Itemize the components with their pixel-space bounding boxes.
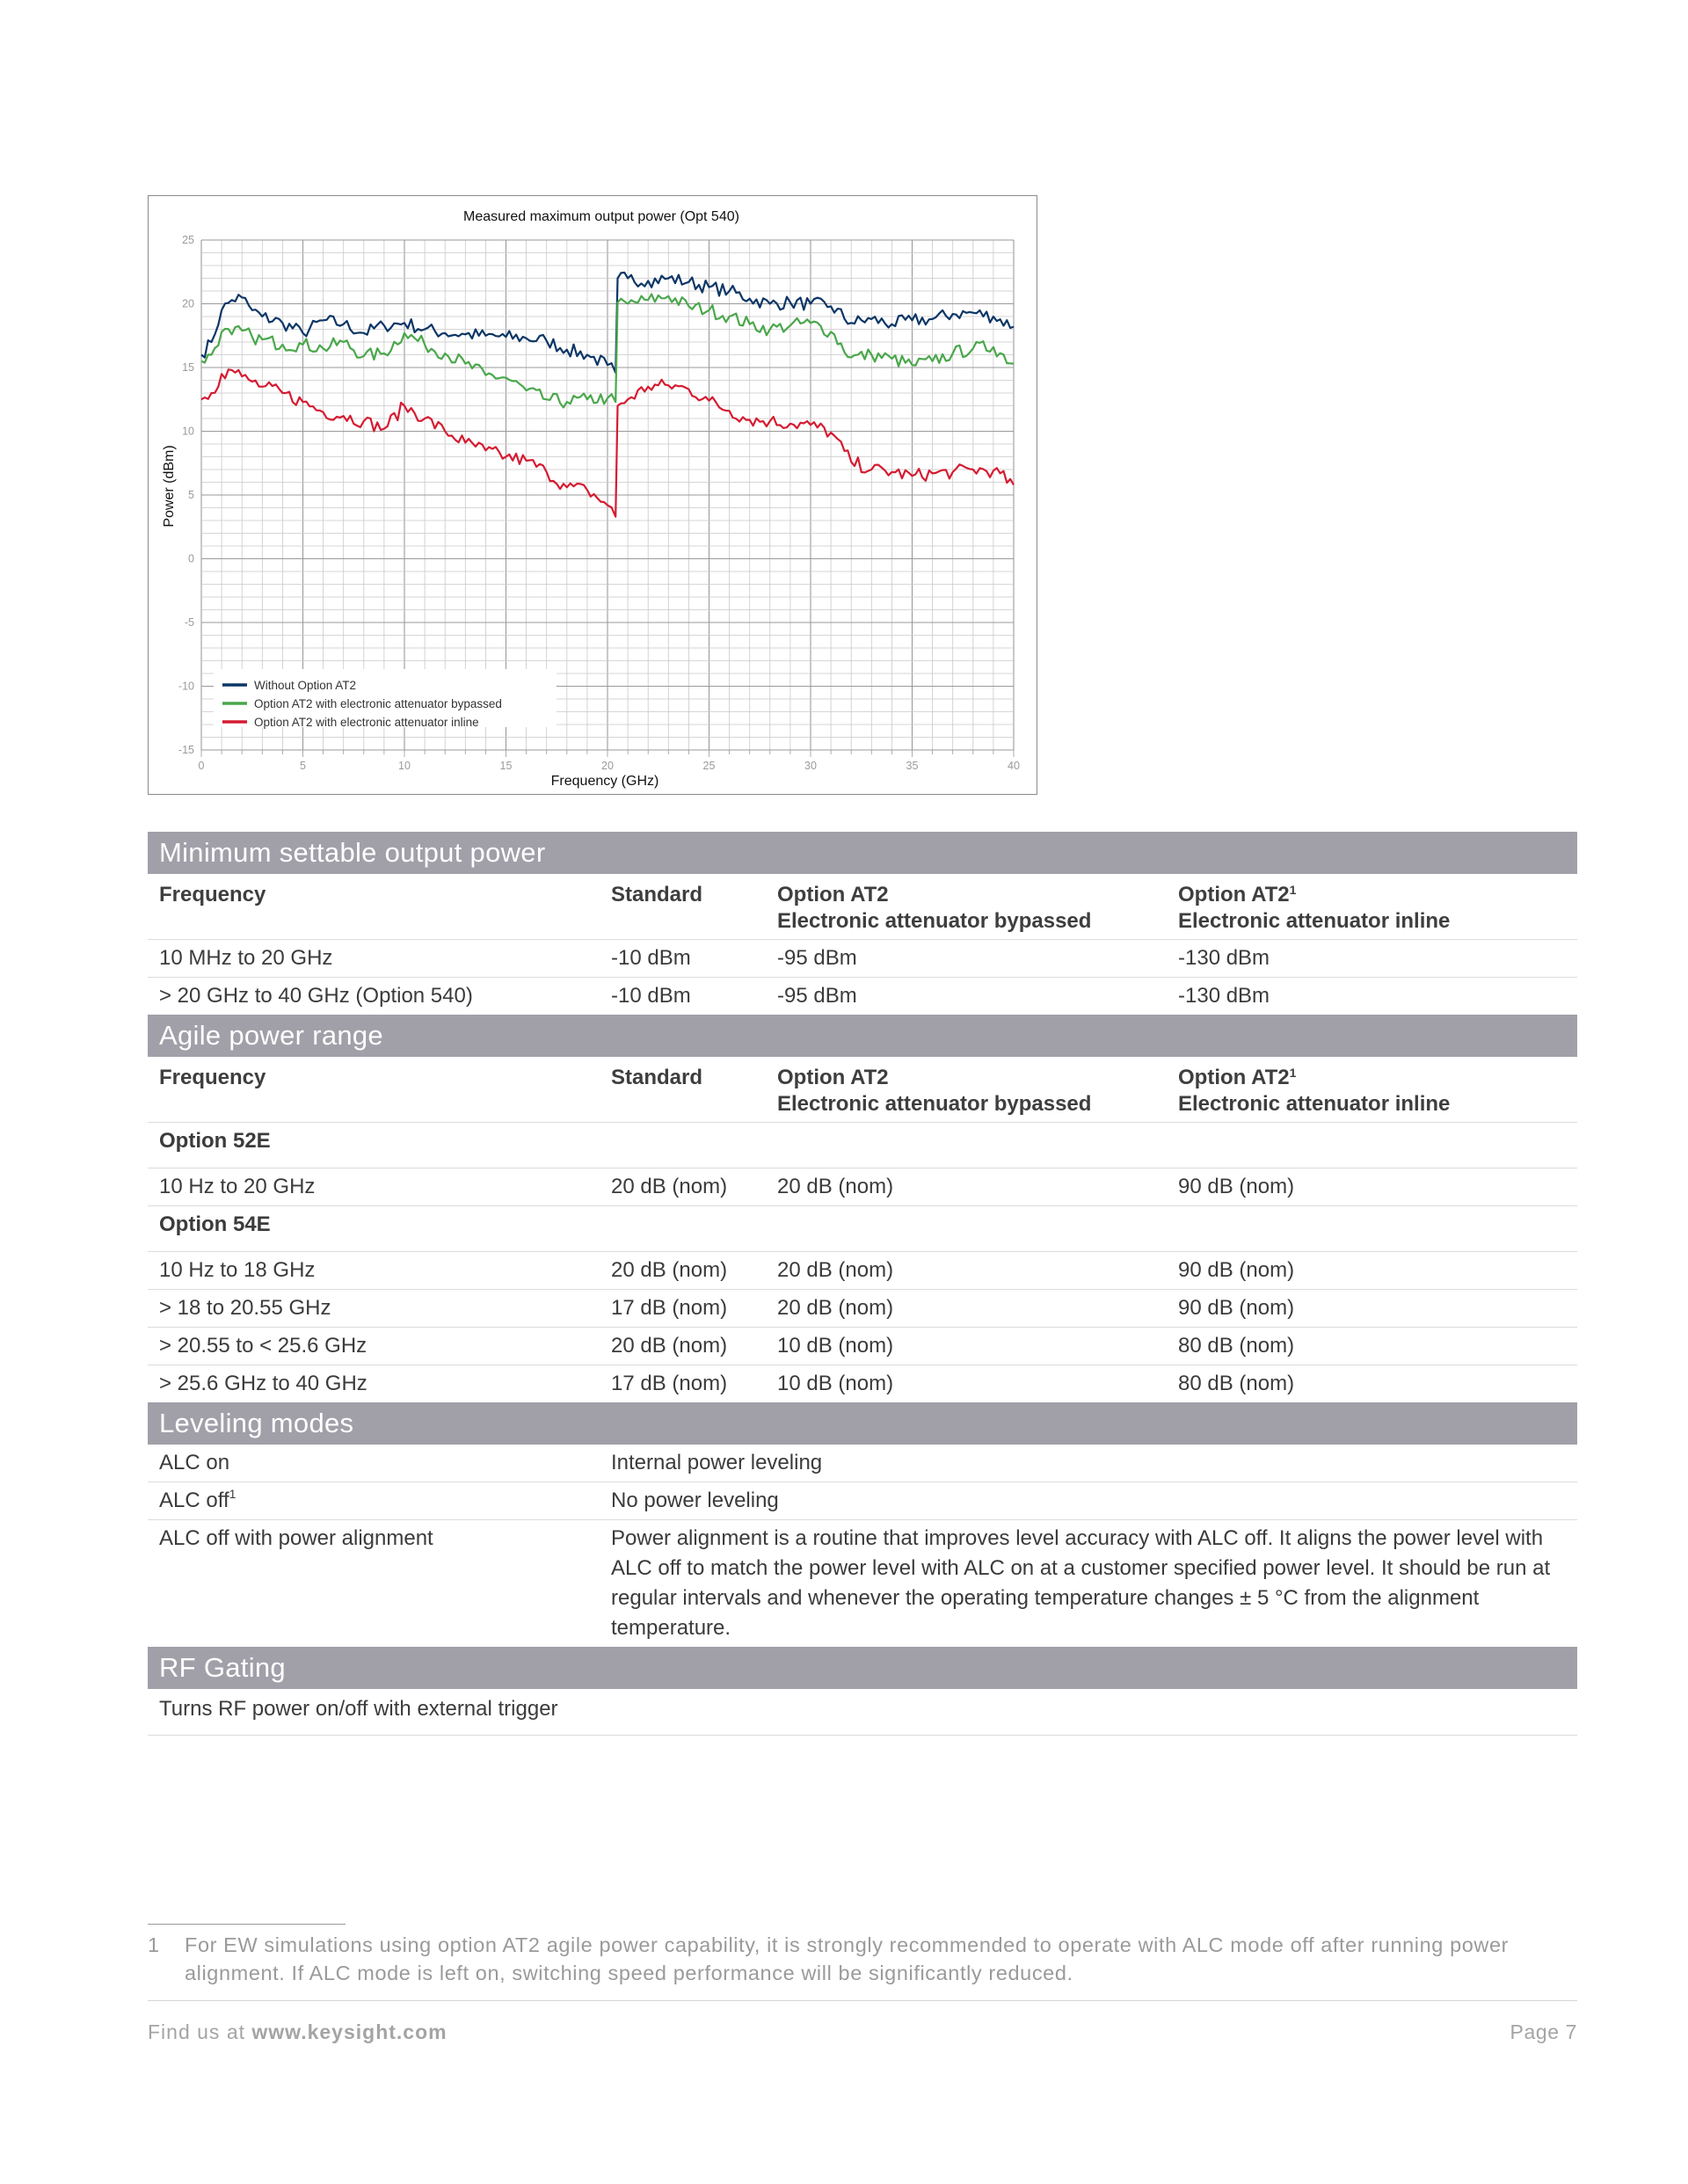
y-tick-label: 25 bbox=[182, 234, 194, 246]
x-tick-label: 15 bbox=[499, 760, 513, 772]
cell-standard: 20 dB (nom) bbox=[611, 1175, 728, 1198]
chart-ylabel: Power (dBm) bbox=[162, 445, 177, 528]
cell-standard: 20 dB (nom) bbox=[611, 1258, 728, 1282]
y-tick-label: -10 bbox=[178, 680, 194, 693]
col-bypassed-line2: Electronic attenuator bypassed bbox=[777, 1092, 1092, 1116]
cell-standard: 17 dB (nom) bbox=[611, 1296, 728, 1320]
cell-description: Turns RF power on/off with external trigger bbox=[159, 1697, 558, 1721]
table-row bbox=[148, 1520, 1577, 1647]
cell-bypassed: 20 dB (nom) bbox=[777, 1175, 894, 1198]
section-leveling-header: Leveling modes bbox=[148, 1402, 1577, 1445]
section-agile-header: Agile power range bbox=[148, 1015, 1577, 1057]
cell-mode: ALC off$^1$ bbox=[159, 1487, 236, 1512]
footnote-ref: 1 bbox=[229, 1487, 236, 1501]
footnote bbox=[148, 1931, 1577, 1987]
cell-standard: 20 dB (nom) bbox=[611, 1334, 728, 1358]
y-tick-label: 0 bbox=[188, 552, 194, 565]
table-row bbox=[148, 1689, 1577, 1736]
x-tick-label: 5 bbox=[300, 760, 306, 772]
x-tick-label: 25 bbox=[702, 760, 716, 772]
y-tick-label: 20 bbox=[182, 297, 194, 310]
cell-mode: ALC on bbox=[159, 1451, 230, 1474]
cell-inline: 80 dB (nom) bbox=[1178, 1334, 1295, 1358]
cell-bypassed: -95 dBm bbox=[777, 984, 857, 1008]
page-number: Page 7 bbox=[1510, 2020, 1577, 2043]
col-inline-line2: Electronic attenuator inline bbox=[1178, 1092, 1451, 1116]
cell-frequency: > 18 to 20.55 GHz bbox=[159, 1296, 331, 1320]
col-bypassed-line1: Option AT2 bbox=[777, 1066, 889, 1089]
section-rf-gating-header: RF Gating bbox=[148, 1647, 1577, 1689]
col-inline bbox=[1178, 882, 1577, 935]
cell-bypassed: 10 dB (nom) bbox=[777, 1334, 894, 1358]
subheader-option-52e bbox=[148, 1123, 1577, 1168]
footnote-ref: 1 bbox=[1289, 883, 1297, 897]
output-power-chart bbox=[148, 195, 1037, 795]
table-row bbox=[148, 940, 1577, 978]
agile-column-headers bbox=[148, 1057, 1577, 1123]
cell-bypassed: 20 dB (nom) bbox=[777, 1296, 894, 1320]
legend-label: Option AT2 with electronic attenuator bypassed bbox=[254, 697, 502, 710]
footer-find-us-label: Find us at bbox=[148, 2020, 245, 2043]
cell-inline: -130 dBm bbox=[1178, 946, 1270, 970]
col-standard: Standard bbox=[611, 1066, 703, 1089]
footer-url-link[interactable]: www.keysight.com bbox=[251, 2020, 447, 2043]
col-inline-line1: Option $AT2^1$ bbox=[1178, 883, 1297, 906]
x-tick-label: 40 bbox=[1008, 760, 1020, 772]
subheader-option-54e bbox=[148, 1206, 1577, 1252]
col-frequency: Frequency bbox=[159, 883, 266, 906]
cell-description: Power alignment is a routine that improves level accuracy with ALC off. It aligns the power level with ALC off to match the power level with ALC on at a customer specified power level. It should be run at regular intervals and whenever the operating temperature changes ± 5 °C from the alignment temperature. bbox=[611, 1526, 1551, 1640]
cell-frequency: > 20.55 to < 25.6 GHz bbox=[159, 1334, 367, 1358]
col-standard: Standard bbox=[611, 883, 703, 906]
cell-bypassed: -95 dBm bbox=[777, 946, 857, 970]
cell-bypassed: 20 dB (nom) bbox=[777, 1258, 894, 1282]
y-tick-label: -5 bbox=[184, 616, 194, 629]
table-row bbox=[148, 1445, 1577, 1482]
cell-inline: 90 dB (nom) bbox=[1178, 1296, 1295, 1320]
cell-inline: -130 dBm bbox=[1178, 984, 1270, 1008]
x-tick-label: 30 bbox=[804, 760, 817, 772]
cell-frequency: 10 Hz to 18 GHz bbox=[159, 1258, 316, 1282]
chart-xlabel: Frequency (GHz) bbox=[550, 774, 659, 789]
x-tick-label: 0 bbox=[198, 760, 205, 772]
y-tick-label: -15 bbox=[178, 744, 194, 756]
subheader-label: Option 52E bbox=[159, 1129, 271, 1153]
cell-frequency: > 20 GHz to 40 GHz (Option 540) bbox=[159, 984, 473, 1008]
footnote-ref: 1 bbox=[1289, 1066, 1297, 1080]
section-min-power-header: Minimum settable output power bbox=[148, 832, 1577, 874]
col-bypassed-line1: Option AT2 bbox=[777, 883, 889, 906]
col-inline-line2: Electronic attenuator inline bbox=[1178, 909, 1451, 933]
legend-label: Option AT2 with electronic attenuator inline bbox=[254, 716, 479, 729]
subheader-label: Option 54E bbox=[159, 1212, 271, 1236]
min-power-column-headers bbox=[148, 874, 1577, 940]
table-row bbox=[148, 1168, 1577, 1206]
y-tick-label: 5 bbox=[188, 489, 194, 501]
table-row bbox=[148, 1252, 1577, 1290]
footer-divider bbox=[148, 2000, 1577, 2001]
cell-standard: 17 dB (nom) bbox=[611, 1372, 728, 1395]
col-inline bbox=[1178, 1065, 1577, 1117]
table-row bbox=[148, 1365, 1577, 1402]
chart-title: Measured maximum output power (Opt 540) bbox=[463, 209, 739, 224]
col-inline-line1: Option $AT2^1$ bbox=[1178, 1066, 1297, 1089]
col-bypassed bbox=[777, 1065, 1178, 1117]
footer-find-us bbox=[148, 2020, 447, 2044]
cell-description: No power leveling bbox=[611, 1489, 779, 1512]
y-tick-label: 15 bbox=[182, 361, 194, 374]
legend-label: Without Option AT2 bbox=[254, 679, 357, 692]
cell-description: Internal power leveling bbox=[611, 1451, 823, 1474]
cell-frequency: 10 MHz to 20 GHz bbox=[159, 946, 333, 970]
cell-inline: 90 dB (nom) bbox=[1178, 1258, 1295, 1282]
table-row bbox=[148, 1482, 1577, 1520]
cell-frequency: 10 Hz to 20 GHz bbox=[159, 1175, 316, 1198]
spec-tables bbox=[148, 832, 1577, 1736]
col-frequency: Frequency bbox=[159, 1066, 266, 1089]
footnote-divider bbox=[148, 1924, 346, 1925]
x-tick-label: 20 bbox=[601, 760, 614, 772]
chart-svg bbox=[149, 196, 1037, 794]
x-tick-label: 10 bbox=[398, 760, 411, 772]
col-bypassed-line2: Electronic attenuator bypassed bbox=[777, 909, 1092, 933]
table-row bbox=[148, 1328, 1577, 1365]
cell-inline: 90 dB (nom) bbox=[1178, 1175, 1295, 1198]
footnote-number: 1 bbox=[148, 1933, 160, 1956]
table-row bbox=[148, 978, 1577, 1015]
cell-mode: ALC off with power alignment bbox=[159, 1526, 433, 1550]
cell-bypassed: 10 dB (nom) bbox=[777, 1372, 894, 1395]
cell-frequency: > 25.6 GHz to 40 GHz bbox=[159, 1372, 367, 1395]
footnote-text: For EW simulations using option AT2 agile power capability, it is strongly recommended to operate with ALC mode off after running power alignment. If ALC mode is left on, switching speed performance will be significantly reduced. bbox=[185, 1933, 1510, 1984]
cell-standard: -10 dBm bbox=[611, 984, 691, 1008]
y-tick-label: 10 bbox=[182, 425, 194, 438]
col-bypassed bbox=[777, 882, 1178, 935]
cell-standard: -10 dBm bbox=[611, 946, 691, 970]
x-tick-label: 35 bbox=[906, 760, 919, 772]
cell-inline: 80 dB (nom) bbox=[1178, 1372, 1295, 1395]
table-row bbox=[148, 1290, 1577, 1328]
